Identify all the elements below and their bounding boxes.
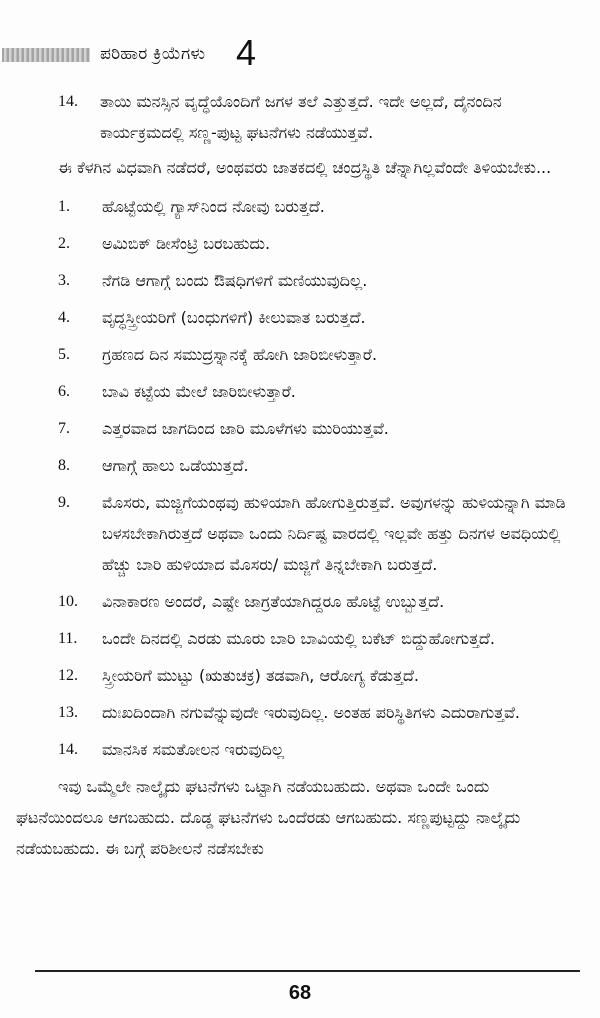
item-number: 6. [58, 383, 70, 400]
item-text: ಎತ್ತರವಾದ ಜಾಗದಿಂದ ಜಾರಿ ಮೂಳೆಗಳು ಮುರಿಯುತ್ತವೆ. [102, 419, 389, 438]
list-item [58, 339, 573, 370]
item-text: ವಿನಾಕಾರಣ ಅಂದರೆ, ಎಷ್ಟೇ ಜಾಗ್ರತೆಯಾಗಿದ್ದರೂ ಹೊಟ್ಟೆ ಉಬ್ಬುತ್ತದೆ. [102, 592, 445, 611]
item-text: ಗ್ರಹಣದ ದಿನ ಸಮುದ್ರಸ್ನಾನಕ್ಕೆ ಹೋಗಿ ಜಾರಿಬೀಳುತ್ತಾರೆ. [102, 345, 378, 364]
list-item [58, 302, 573, 333]
page-body [16, 86, 573, 864]
item-number: 8. [58, 457, 70, 474]
page-header [0, 34, 600, 74]
item-text: ಸ್ತ್ರೀಯರಿಗೆ ಮುಟ್ಟು (ಋತುಚಕ್ರ) ತಡವಾಗಿ, ಆರೋಗ್ಯ ಕೆಡುತ್ತದೆ. [102, 666, 419, 685]
item-text: ಅಮಿಬಿಕ್ ಡೀಸೆಂಟ್ರಿ ಬರಬಹುದು. [102, 234, 271, 253]
item-text: ವೃದ್ಧಸ್ತ್ರೀಯರಿಗೆ (ಬಂಧುಗಳಿಗೆ) ಕೀಲುವಾತ ಬರುತ್ತದೆ. [102, 308, 366, 327]
list-item [58, 697, 573, 728]
item-number: 5. [58, 346, 70, 363]
item-text: ತಾಯಿ ಮನಸ್ಸಿನ ವೃದ್ಧೆಯೊಂದಿಗೆ ಜಗಳ ತಲೆ ಎತ್ತುತ್ತದೆ. ಇದೇ ಅಲ್ಲದೆ, ದೈನಂದಿನ ಕಾರ್ಯಕ್ರಮದಲ್ಲಿ ಸಣ್ಣ-ಪುಟ್ಟ ಘಟನೆಗಳು ನಡೆಯುತ್ತವೆ. [100, 92, 502, 142]
list-item [58, 487, 573, 580]
item-number: 14. [58, 93, 78, 110]
item-number: 7. [58, 420, 70, 437]
item-number: 1. [58, 198, 70, 215]
item-number: 13. [58, 704, 78, 721]
item-text: ಆಗಾಗ್ಗೆ ಹಾಲು ಒಡೆಯುತ್ತದೆ. [102, 456, 249, 475]
item-number: 4. [58, 309, 70, 326]
symptom-list [58, 191, 573, 765]
item-number: 14. [58, 741, 78, 758]
list-item [58, 623, 573, 654]
footer-divider [35, 970, 580, 972]
list-item [58, 586, 573, 617]
list-item [58, 734, 573, 765]
item-text: ಹೊಟ್ಟೆಯಲ್ಲಿ ಗ್ಯಾಸ್‌ನಿಂದ ನೋವು ಬರುತ್ತದೆ. [102, 197, 325, 216]
item-number: 9. [58, 494, 70, 511]
closing-paragraph: ಇವು ಒಮ್ಮೆಲೇ ನಾಲ್ಕೈದು ಘಟನೆಗಳು ಒಟ್ಟಾಗಿ ನಡೆಯಬಹುದು. ಅಥವಾ ಒಂದೇ ಒಂದು ಘಟನೆಯಿಂದಲೂ ಆಗಬಹುದು. ದೊಡ್ಡ ಘಟನೆಗಳು ಒಂದೆರಡು ಆಗಬಹುದು. ಸಣ್ಣಪುಟ್ಟದ್ದು ನಾಲ್ಕೈದು ನಡೆಯಬಹುದು. ಈ ಬಗ್ಗೆ ಪರಿಶೀಲನೆ ನಡೆಸಬೇಕು [16, 777, 521, 858]
item-text: ನೆಗಡಿ ಆಗಾಗ್ಗೆ ಬಂದು ಔಷಧಿಗಳಿಗೆ ಮಣಿಯುವುದಿಲ್ಲ. [102, 271, 368, 290]
list-item [58, 450, 573, 481]
continued-item [58, 86, 573, 148]
chapter-number: 4 [236, 32, 257, 73]
item-number: 3. [58, 272, 70, 289]
intro-paragraph: ಈ ಕೆಳಗಿನ ವಿಧವಾಗಿ ನಡೆದರೆ, ಅಂಥವರು ಜಾತಕದಲ್ಲಿ ಚಂದ್ರಸ್ಥಿತಿ ಚೆನ್ನಾಗಿಲ್ಲವೆಂದೇ ತಿಳಿಯಬೇಕು... [58, 158, 552, 177]
item-text: ಬಾವಿ ಕಟ್ಟೆಯ ಮೇಲೆ ಜಾರಿಬೀಳುತ್ತಾರೆ. [102, 382, 296, 401]
item-text: ಒಂದೇ ದಿನದಲ್ಲಿ ಎರಡು ಮೂರು ಬಾರಿ ಬಾವಿಯಲ್ಲಿ ಬಕೆಟ್ ಬಿದ್ದುಹೋಗುತ್ತದೆ. [102, 629, 495, 648]
page-number: 68 [288, 982, 312, 1004]
list-item [58, 376, 573, 407]
item-text: ದುಃಖದಿಂದಾಗಿ ನಗುವೆನ್ನುವುದೇ ಇರುವುದಿಲ್ಲ. ಅಂತಹ ಪರಿಸ್ಥಿತಿಗಳು ಎದುರಾಗುತ್ತವೆ. [102, 703, 520, 722]
item-text: ಮೊಸರು, ಮಜ್ಜಿಗೆಯಂಥವು ಹುಳಿಯಾಗಿ ಹೋಗುತ್ತಿರುತ್ತವೆ. ಅವುಗಳನ್ನು ಹುಳಿಯನ್ನಾಗಿ ಮಾಡಿ ಬಳಸಬೇಕಾಗಿರುತ್ತದೆ ಅಥವಾ ಒಂದು ನಿರ್ದಿಷ್ಟ ವಾರದಲ್ಲಿ ಇಲ್ಲವೇ ಹತ್ತು ದಿನಗಳ ಅವಧಿಯಲ್ಲಿ ಹೆಚ್ಚು ಬಾರಿ ಹುಳಿಯಾದ ಮೊಸರು/ ಮಜ್ಜಿಗೆ ತಿನ್ನಬೇಕಾಗಿ ಬರುತ್ತದೆ. [102, 493, 566, 574]
item-number: 11. [58, 630, 78, 647]
list-item [58, 228, 573, 259]
list-item [58, 413, 573, 444]
header-decorative-bar [2, 48, 90, 62]
header-title: ಪರಿಹಾರ ಕ್ರಿಯೆಗಳು [100, 44, 206, 64]
item-number: 2. [58, 235, 70, 252]
item-number: 10. [58, 593, 78, 610]
list-item [58, 191, 573, 222]
list-item [58, 265, 573, 296]
list-item [58, 660, 573, 691]
item-text: ಮಾನಸಿಕ ಸಮತೋಲನ ಇರುವುದಿಲ್ಲ [102, 740, 285, 759]
item-number: 12. [58, 667, 78, 684]
